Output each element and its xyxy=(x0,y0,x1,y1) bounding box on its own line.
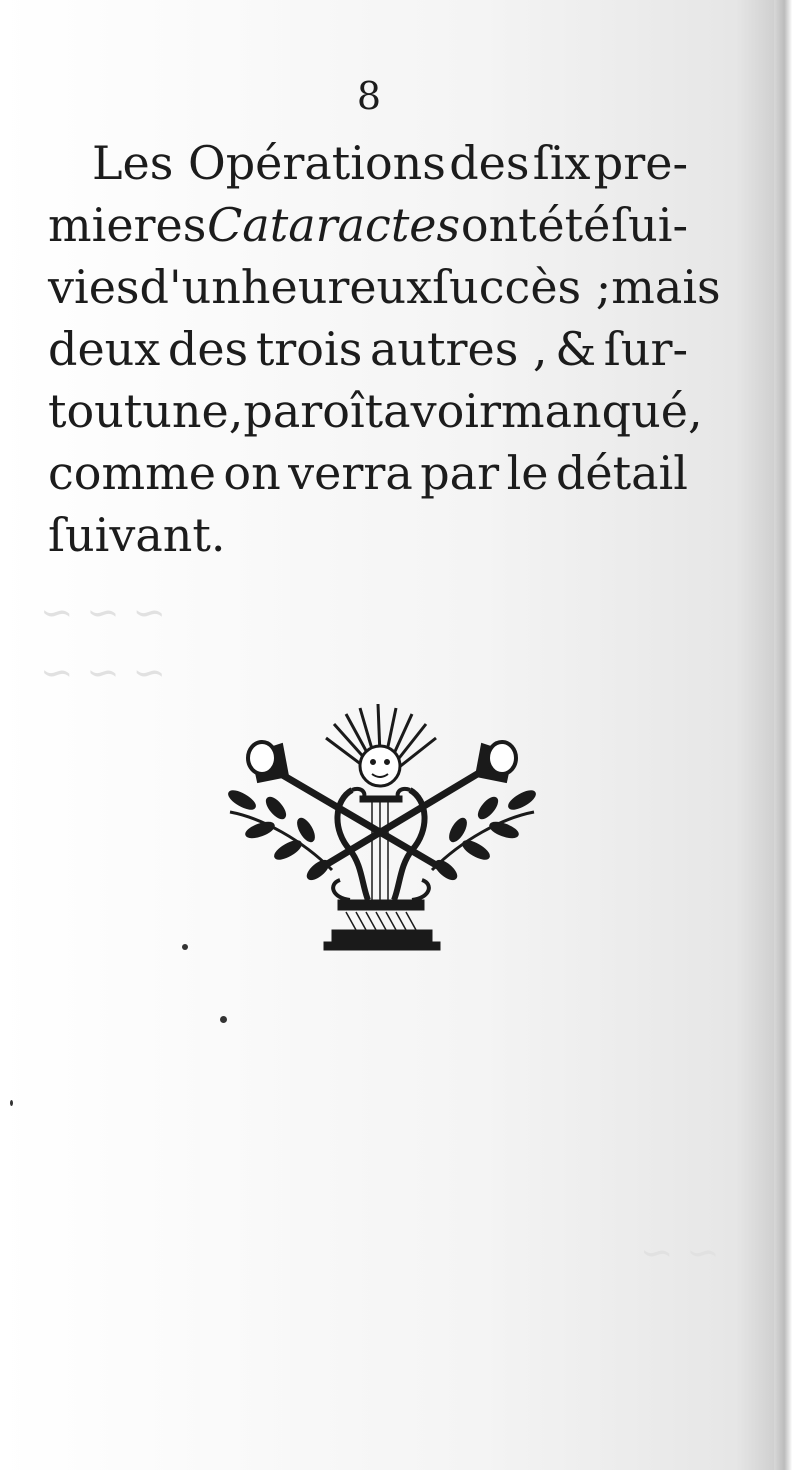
word: le xyxy=(506,446,549,500)
word: des xyxy=(449,136,530,190)
word: des xyxy=(167,322,249,376)
word: mais xyxy=(611,260,721,314)
text-line xyxy=(48,194,688,256)
word: & xyxy=(555,322,597,376)
text-line xyxy=(48,442,688,504)
word: manqué, xyxy=(500,384,703,438)
word: tout xyxy=(48,384,143,438)
ink-speck xyxy=(10,1100,13,1106)
word: avoir xyxy=(383,384,501,438)
word: ſuccès ; xyxy=(432,260,612,314)
word: d'un xyxy=(139,260,241,314)
word: ſuivant. xyxy=(48,508,226,562)
word: trois xyxy=(255,322,363,376)
word: par xyxy=(420,446,500,500)
ink-speck xyxy=(220,1016,227,1023)
ink-speck xyxy=(182,944,188,950)
word: comme xyxy=(48,446,216,500)
word: verra xyxy=(288,446,413,500)
word: ſur- xyxy=(603,322,688,376)
word: ſix xyxy=(532,136,591,190)
text-line xyxy=(48,318,688,380)
word: on xyxy=(223,446,281,500)
word: été xyxy=(537,198,611,252)
show-through-mark: ~ ~ ~ xyxy=(40,590,166,636)
page-number: 8 xyxy=(356,74,382,118)
word: ſui- xyxy=(611,198,688,252)
word: mieres xyxy=(48,198,207,252)
word-italic: Cataractes xyxy=(207,198,461,252)
word: Les Opérations xyxy=(92,136,446,190)
text-line xyxy=(48,256,721,318)
text-line xyxy=(48,380,703,442)
word: pre- xyxy=(593,136,688,190)
word: paroît xyxy=(243,384,384,438)
word: ont xyxy=(460,198,537,252)
page-edge-shadow xyxy=(774,0,800,1470)
word: détail xyxy=(555,446,688,500)
word: heureux xyxy=(240,260,433,314)
word: deux xyxy=(48,322,161,376)
text-line xyxy=(48,132,688,194)
show-through-mark: ~ ~ ~ xyxy=(40,650,166,696)
paragraph xyxy=(48,132,721,566)
text-line xyxy=(48,504,688,566)
lyre-trumpets-ornament-icon xyxy=(222,700,542,960)
show-through-mark: ~ ~ xyxy=(640,1230,720,1276)
word: une, xyxy=(142,384,244,438)
word: vies xyxy=(48,260,140,314)
word: autres , xyxy=(369,322,548,376)
